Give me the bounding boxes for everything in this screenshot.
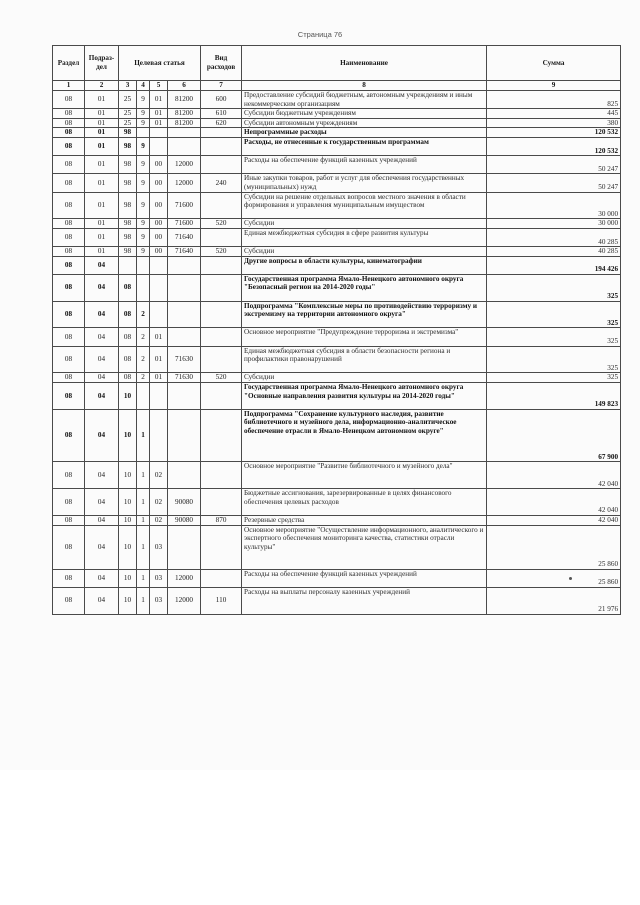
cell-target-1: 08 [119, 301, 137, 328]
cell-razdel: 08 [53, 219, 85, 229]
cell-vid-rashodov: 240 [201, 174, 242, 192]
cell-target-3: 01 [150, 91, 168, 109]
cell-razdel: 08 [53, 328, 85, 346]
cell-target-3: 00 [150, 192, 168, 219]
cell-target-1: 08 [119, 346, 137, 373]
cell-summa: 120 532 [487, 128, 621, 138]
cell-target-4: 12000 [168, 156, 201, 174]
cell-podrazdel: 01 [85, 219, 119, 229]
cell-naimenovanie: Предоставление субсидий бюджетным, автономным учреждениям и иным некоммерческим организациям [242, 91, 487, 109]
cell-target-3 [150, 301, 168, 328]
cell-target-3: 02 [150, 462, 168, 489]
cell-target-2: 9 [137, 137, 150, 155]
cell-razdel: 08 [53, 118, 85, 128]
table-row [53, 373, 621, 383]
cell-target-1: 08 [119, 328, 137, 346]
column-number-row [53, 81, 621, 91]
cell-razdel: 08 [53, 192, 85, 219]
header-vid-rashodov: Вид расходов [201, 46, 242, 81]
cell-target-1: 98 [119, 192, 137, 219]
cell-vid-rashodov [201, 228, 242, 246]
cell-naimenovanie: Субсидии бюджетным учреждениям [242, 109, 487, 119]
cell-naimenovanie: Непрограммные расходы [242, 128, 487, 138]
cell-naimenovanie: Бюджетные ассигнования, зарезервированные в целях финансового обеспечения целевых расходов [242, 489, 487, 516]
table-body [53, 91, 621, 615]
cell-target-1: 98 [119, 247, 137, 257]
cell-razdel: 08 [53, 525, 85, 569]
table-row [53, 274, 621, 301]
cell-target-3 [150, 256, 168, 274]
cell-razdel: 08 [53, 569, 85, 587]
table-row [53, 383, 621, 410]
cell-naimenovanie: Основное мероприятие "Развитие библиотечного и музейного дела" [242, 462, 487, 489]
cell-target-1: 98 [119, 174, 137, 192]
cell-target-4 [168, 409, 201, 462]
table-row [53, 228, 621, 246]
cell-target-3: 00 [150, 247, 168, 257]
cell-target-3: 01 [150, 373, 168, 383]
cell-target-3: 00 [150, 156, 168, 174]
cell-podrazdel: 04 [85, 256, 119, 274]
cell-target-2 [137, 383, 150, 410]
cell-naimenovanie: Единая межбюджетная субсидия в сфере развития культуры [242, 228, 487, 246]
cell-target-4: 71640 [168, 247, 201, 257]
cell-podrazdel: 01 [85, 156, 119, 174]
cell-target-3: 01 [150, 328, 168, 346]
cell-naimenovanie: Резервные средства [242, 516, 487, 526]
cell-summa: 42 040 [487, 489, 621, 516]
col-number: 6 [168, 81, 201, 91]
cell-summa: 380 [487, 118, 621, 128]
cell-razdel: 08 [53, 301, 85, 328]
table-row [53, 118, 621, 128]
table-row [53, 462, 621, 489]
cell-target-4: 81200 [168, 91, 201, 109]
cell-razdel: 08 [53, 91, 85, 109]
table-row [53, 128, 621, 138]
header-summa: Сумма [487, 46, 621, 81]
cell-vid-rashodov [201, 256, 242, 274]
table-row [53, 301, 621, 328]
cell-podrazdel: 01 [85, 247, 119, 257]
cell-podrazdel: 04 [85, 516, 119, 526]
cell-podrazdel: 04 [85, 489, 119, 516]
cell-target-2: 9 [137, 118, 150, 128]
cell-razdel: 08 [53, 137, 85, 155]
cell-target-1 [119, 256, 137, 274]
cell-naimenovanie: Расходы на выплаты персоналу казенных учреждений [242, 587, 487, 614]
cell-target-2: 9 [137, 156, 150, 174]
header-razdel: Раздел [53, 46, 85, 81]
table-row [53, 137, 621, 155]
cell-target-2: 2 [137, 301, 150, 328]
cell-target-4: 12000 [168, 569, 201, 587]
table-row [53, 247, 621, 257]
cell-target-4 [168, 383, 201, 410]
cell-target-4 [168, 128, 201, 138]
cell-podrazdel: 04 [85, 274, 119, 301]
cell-summa: 325 [487, 328, 621, 346]
col-number: 8 [242, 81, 487, 91]
cell-target-3 [150, 128, 168, 138]
table-row [53, 109, 621, 119]
cell-target-1: 10 [119, 587, 137, 614]
cell-target-1: 98 [119, 128, 137, 138]
table-row [53, 328, 621, 346]
cell-target-4: 81200 [168, 109, 201, 119]
cell-naimenovanie: Основное мероприятие "Осуществление информационного, аналитического и экспертного обеспечения мониторинга качества, статистики отрасли культуры" [242, 525, 487, 569]
cell-summa: 40 285 [487, 247, 621, 257]
cell-target-4: 71630 [168, 346, 201, 373]
cell-summa: 825 [487, 91, 621, 109]
col-number: 2 [85, 81, 119, 91]
cell-target-2: 1 [137, 516, 150, 526]
cell-target-2: 9 [137, 109, 150, 119]
cell-target-4: 81200 [168, 118, 201, 128]
cell-naimenovanie: Другие вопросы в области культуры, кинематографии [242, 256, 487, 274]
cell-naimenovanie: Расходы на обеспечение функций казенных учреждений [242, 569, 487, 587]
cell-vid-rashodov [201, 328, 242, 346]
cell-target-3: 01 [150, 109, 168, 119]
cell-target-4 [168, 462, 201, 489]
cell-target-4 [168, 328, 201, 346]
cell-target-2: 1 [137, 569, 150, 587]
cell-target-3: 01 [150, 118, 168, 128]
cell-vid-rashodov [201, 128, 242, 138]
cell-summa: 325 [487, 301, 621, 328]
cell-summa: 149 823 [487, 383, 621, 410]
cell-target-1: 10 [119, 409, 137, 462]
cell-vid-rashodov [201, 156, 242, 174]
cell-target-4: 12000 [168, 174, 201, 192]
cell-target-3: 00 [150, 219, 168, 229]
cell-naimenovanie: Единая межбюджетная субсидия в области безопасности региона и профилактики правонарушений [242, 346, 487, 373]
cell-podrazdel: 04 [85, 462, 119, 489]
cell-naimenovanie: Иные закупки товаров, работ и услуг для обеспечения государственных (муниципальных) нужд [242, 174, 487, 192]
cell-target-3: 03 [150, 525, 168, 569]
cell-vid-rashodov [201, 409, 242, 462]
cell-target-1: 98 [119, 219, 137, 229]
cell-vid-rashodov [201, 489, 242, 516]
cell-target-2 [137, 256, 150, 274]
cell-razdel: 08 [53, 409, 85, 462]
cell-razdel: 08 [53, 174, 85, 192]
cell-podrazdel: 04 [85, 409, 119, 462]
cell-summa: 120 532 [487, 137, 621, 155]
cell-vid-rashodov [201, 346, 242, 373]
header-naimenovanie: Наименование [242, 46, 487, 81]
cell-target-2 [137, 274, 150, 301]
cell-target-1: 08 [119, 373, 137, 383]
cell-summa: 50 247 [487, 156, 621, 174]
cell-razdel: 08 [53, 373, 85, 383]
cell-razdel: 08 [53, 383, 85, 410]
cell-target-4 [168, 274, 201, 301]
cell-vid-rashodov: 870 [201, 516, 242, 526]
cell-summa: 30 000 [487, 219, 621, 229]
table-row [53, 569, 621, 587]
table-row [53, 192, 621, 219]
cell-razdel: 08 [53, 128, 85, 138]
cell-target-3 [150, 137, 168, 155]
cell-vid-rashodov: 610 [201, 109, 242, 119]
cell-target-4: 12000 [168, 587, 201, 614]
table-row [53, 409, 621, 462]
cell-summa: 445 [487, 109, 621, 119]
cell-naimenovanie: Субсидии [242, 373, 487, 383]
cell-podrazdel: 01 [85, 109, 119, 119]
cell-podrazdel: 04 [85, 569, 119, 587]
cell-target-4 [168, 301, 201, 328]
cell-summa: 25 860 [487, 569, 621, 587]
cell-target-4: 71630 [168, 373, 201, 383]
cell-summa: 67 900 [487, 409, 621, 462]
cell-vid-rashodov: 520 [201, 219, 242, 229]
budget-table [52, 45, 621, 615]
col-number: 9 [487, 81, 621, 91]
table-row [53, 219, 621, 229]
cell-target-2: 2 [137, 346, 150, 373]
table-row [53, 516, 621, 526]
cell-summa: 42 040 [487, 516, 621, 526]
cell-summa: 325 [487, 274, 621, 301]
cell-target-2: 1 [137, 462, 150, 489]
cell-target-2: 9 [137, 192, 150, 219]
cell-target-3: 02 [150, 516, 168, 526]
cell-podrazdel: 04 [85, 346, 119, 373]
cell-target-1: 10 [119, 569, 137, 587]
cell-target-4: 90080 [168, 489, 201, 516]
cell-target-2 [137, 128, 150, 138]
cell-podrazdel: 04 [85, 373, 119, 383]
cell-vid-rashodov: 520 [201, 247, 242, 257]
cell-razdel: 08 [53, 228, 85, 246]
cell-target-1: 10 [119, 516, 137, 526]
col-number: 4 [137, 81, 150, 91]
cell-target-3 [150, 409, 168, 462]
cell-target-1: 25 [119, 118, 137, 128]
cell-vid-rashodov [201, 192, 242, 219]
cell-target-3: 03 [150, 569, 168, 587]
cell-podrazdel: 01 [85, 128, 119, 138]
cell-podrazdel: 01 [85, 91, 119, 109]
header-podrazdel: Подраз-дел [85, 46, 119, 81]
cell-summa: 40 285 [487, 228, 621, 246]
cell-podrazdel: 04 [85, 383, 119, 410]
cell-target-1: 98 [119, 137, 137, 155]
cell-target-2: 9 [137, 219, 150, 229]
scan-dot [569, 577, 572, 580]
cell-podrazdel: 04 [85, 587, 119, 614]
cell-vid-rashodov [201, 274, 242, 301]
cell-target-2: 1 [137, 525, 150, 569]
table-row [53, 256, 621, 274]
cell-target-4 [168, 137, 201, 155]
cell-target-4: 71640 [168, 228, 201, 246]
cell-podrazdel: 01 [85, 118, 119, 128]
cell-summa: 25 860 [487, 525, 621, 569]
cell-podrazdel: 01 [85, 137, 119, 155]
cell-target-1: 10 [119, 462, 137, 489]
cell-target-1: 10 [119, 383, 137, 410]
cell-vid-rashodov: 600 [201, 91, 242, 109]
cell-podrazdel: 01 [85, 192, 119, 219]
cell-target-3 [150, 383, 168, 410]
table-row [53, 156, 621, 174]
cell-target-2: 9 [137, 174, 150, 192]
cell-vid-rashodov [201, 137, 242, 155]
cell-target-4 [168, 525, 201, 569]
cell-target-4: 71600 [168, 192, 201, 219]
cell-podrazdel: 04 [85, 525, 119, 569]
cell-razdel: 08 [53, 247, 85, 257]
cell-naimenovanie: Государственная программа Ямало-Ненецкого автономного округа "Безопасный регион на 2014-2020 годы" [242, 274, 487, 301]
header-celevaya-statya: Целевая статья [119, 46, 201, 81]
table-row [53, 587, 621, 614]
cell-razdel: 08 [53, 274, 85, 301]
cell-summa: 42 040 [487, 462, 621, 489]
cell-summa: 325 [487, 346, 621, 373]
cell-target-2: 1 [137, 489, 150, 516]
cell-vid-rashodov [201, 301, 242, 328]
cell-naimenovanie: Подпрограмма "Сохранение культурного наследия, развитие библиотечного и музейного дела, информационно-аналитическое обеспечение отрасли в Ямало-Ненецком автономном округе" [242, 409, 487, 462]
cell-naimenovanie: Субсидии [242, 219, 487, 229]
cell-target-3: 03 [150, 587, 168, 614]
cell-naimenovanie: Расходы, не отнесенные к государственным программам [242, 137, 487, 155]
col-number: 1 [53, 81, 85, 91]
cell-target-1: 10 [119, 489, 137, 516]
cell-vid-rashodov [201, 462, 242, 489]
table-row [53, 91, 621, 109]
cell-podrazdel: 04 [85, 328, 119, 346]
cell-target-3 [150, 274, 168, 301]
cell-razdel: 08 [53, 587, 85, 614]
cell-vid-rashodov: 520 [201, 373, 242, 383]
cell-target-2: 9 [137, 247, 150, 257]
cell-target-1: 10 [119, 525, 137, 569]
header-row [53, 46, 621, 81]
cell-podrazdel: 01 [85, 228, 119, 246]
table-row [53, 346, 621, 373]
cell-target-4: 90080 [168, 516, 201, 526]
cell-naimenovanie: Субсидии автономным учреждениям [242, 118, 487, 128]
cell-vid-rashodov [201, 569, 242, 587]
cell-target-1: 25 [119, 91, 137, 109]
cell-target-3: 01 [150, 346, 168, 373]
cell-razdel: 08 [53, 156, 85, 174]
cell-target-3: 00 [150, 174, 168, 192]
cell-vid-rashodov: 620 [201, 118, 242, 128]
cell-razdel: 08 [53, 109, 85, 119]
col-number: 3 [119, 81, 137, 91]
page-label: Страница 76 [297, 30, 343, 39]
cell-summa: 30 000 [487, 192, 621, 219]
cell-summa: 325 [487, 373, 621, 383]
table-row [53, 525, 621, 569]
cell-naimenovanie: Подпрограмма "Комплексные меры по противодействию терроризму и экстремизму на территории автономного округа" [242, 301, 487, 328]
cell-target-2: 2 [137, 328, 150, 346]
cell-target-1: 98 [119, 228, 137, 246]
cell-razdel: 08 [53, 256, 85, 274]
cell-naimenovanie: Субсидии на решение отдельных вопросов местного значения в области формирования и управления муниципальным имуществом [242, 192, 487, 219]
cell-razdel: 08 [53, 516, 85, 526]
cell-naimenovanie: Основное мероприятие "Предупреждение терроризма и экстремизма" [242, 328, 487, 346]
cell-target-2: 9 [137, 91, 150, 109]
cell-razdel: 08 [53, 346, 85, 373]
table-row [53, 174, 621, 192]
cell-naimenovanie: Субсидии [242, 247, 487, 257]
cell-target-2: 1 [137, 409, 150, 462]
table-row [53, 489, 621, 516]
cell-target-2: 2 [137, 373, 150, 383]
cell-target-4: 71600 [168, 219, 201, 229]
cell-razdel: 08 [53, 489, 85, 516]
cell-vid-rashodov [201, 525, 242, 569]
cell-target-3: 00 [150, 228, 168, 246]
cell-podrazdel: 01 [85, 174, 119, 192]
cell-summa: 194 426 [487, 256, 621, 274]
cell-target-3: 02 [150, 489, 168, 516]
col-number: 5 [150, 81, 168, 91]
cell-summa: 50 247 [487, 174, 621, 192]
cell-razdel: 08 [53, 462, 85, 489]
cell-naimenovanie: Расходы на обеспечение функций казенных учреждений [242, 156, 487, 174]
cell-target-1: 08 [119, 274, 137, 301]
cell-target-2: 1 [137, 587, 150, 614]
cell-vid-rashodov [201, 383, 242, 410]
cell-summa: 21 976 [487, 587, 621, 614]
col-number: 7 [201, 81, 242, 91]
cell-target-1: 25 [119, 109, 137, 119]
cell-vid-rashodov: 110 [201, 587, 242, 614]
cell-target-4 [168, 256, 201, 274]
cell-naimenovanie: Государственная программа Ямало-Ненецкого автономного округа "Основные направления развития культуры на 2014-2020 годы" [242, 383, 487, 410]
cell-target-2: 9 [137, 228, 150, 246]
cell-podrazdel: 04 [85, 301, 119, 328]
cell-target-1: 98 [119, 156, 137, 174]
